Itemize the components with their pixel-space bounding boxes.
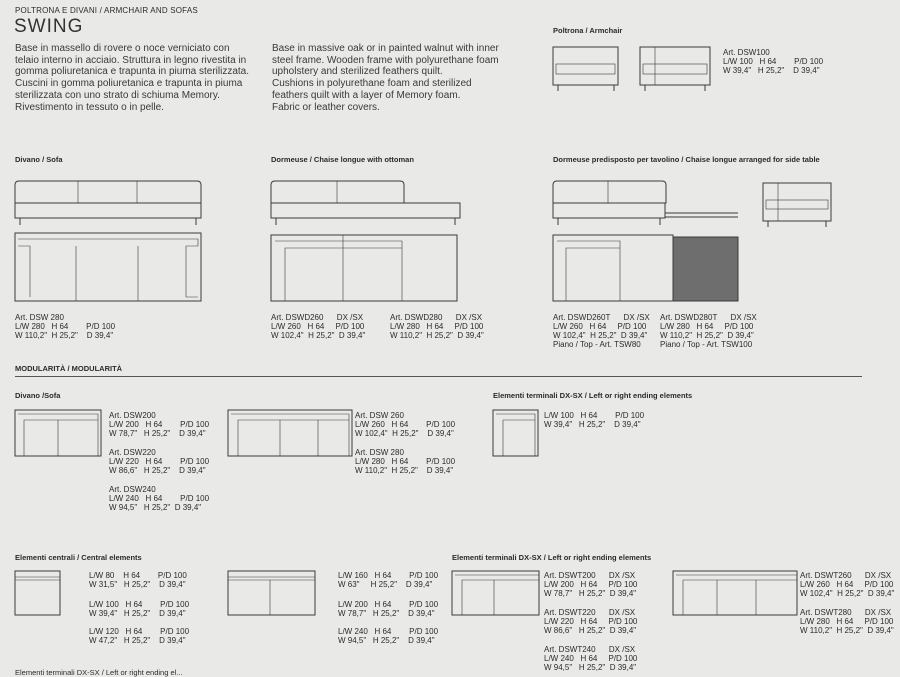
ending-element-t260-drawing	[673, 571, 797, 615]
ending-spec-t280: Art. DSWT280 DX /SX L/W 280 H 64 P/D 100 W 110,2" H 25,2" D 39,4"	[800, 608, 894, 635]
central-spec-120: L/W 120 H 64 P/D 100 W 47,2" H 25,2" D 39,4"	[89, 627, 190, 645]
central-element-small-drawing	[15, 571, 60, 615]
ending-sx-heading: Elementi terminali DX-SX / Left or right ending elements	[452, 553, 652, 562]
central-spec-80: L/W 80 H 64 P/D 100 W 31,5" H 25,2" D 39,4"	[89, 571, 187, 589]
ending-spec-t200: Art. DSWT200 DX /SX L/W 200 H 64 P/D 100 W 78,7" H 25,2" D 39,4"	[544, 571, 638, 598]
dormeuse-front-drawing	[271, 181, 460, 225]
dormeuse-table-plan-drawing	[553, 235, 738, 301]
dormeuse-spec-260: Art. DSWD260 DX /SX L/W 260 H 64 P/D 100 W 102,4" H 25,2" D 39,4"	[271, 313, 366, 340]
dormeuse-heading: Dormeuse / Chaise longue with ottoman	[271, 155, 414, 164]
central-spec-160: L/W 160 H 64 P/D 100 W 63" H 25,2" D 39,4"	[338, 571, 439, 589]
ending-element-t200-drawing	[452, 571, 539, 615]
sofa-heading: Divano / Sofa	[15, 155, 63, 164]
modular-sofa-heading: Divano /Sofa	[15, 391, 61, 400]
modular-spec-240: Art. DSW240 L/W 240 H 64 P/D 100 W 94,5" H 25,2" D 39,4"	[109, 485, 210, 512]
description-italian: Base in massello di rovere o noce verniciato con telaio interno in acciaio. Struttura in legno rivestita in gomma poliuretanica e trapunta in piuma sterilizzata. Cuscini in gomma poliuretanica e trapunta in piuma sterilizzata con uno strato di schiuma Memory. Rivestimento in tessuto o in pelle.	[15, 43, 250, 113]
armchair-spec: Art. DSW100 L/W 100 H 64 P/D 100 W 39,4" H 25,2" D 39,4"	[723, 48, 824, 75]
central-element-large-drawing	[228, 571, 315, 615]
central-elements-heading: Elementi centrali / Central elements	[15, 553, 142, 562]
description-english: Base in massive oak or in painted walnut with inner steel frame. Wooden frame with polyurethane foam upholstery and sterilized feathers quilt. Cushions in polyurethane foam and sterilized feathers quilt with a layer of Memory foam. Fabric or leather covers.	[272, 43, 499, 113]
modular-spec-260: Art. DSW 260 L/W 260 H 64 P/D 100 W 102,4" H 25,2" D 39,4"	[355, 411, 456, 438]
central-spec-240: L/W 240 H 64 P/D 100 W 94,5" H 25,2" D 39,4"	[338, 627, 439, 645]
ending-spec-t220: Art. DSWT220 DX /SX L/W 220 H 64 P/D 100 W 86,6" H 25,2" D 39,4"	[544, 608, 638, 635]
ending-element-drawing	[493, 410, 538, 456]
dormeuse-table-spec-260: Art. DSWD260T DX /SX L/W 260 H 64 P/D 100 W 102,4" H 25,2" D 39,4" Piano / Top - Art. TSW80	[553, 313, 650, 349]
ending-spec-t240: Art. DSWT240 DX /SX L/W 240 H 64 P/D 100 W 94,5" H 25,2" D 39,4"	[544, 645, 638, 672]
central-spec-200: L/W 200 H 64 P/D 100 W 78,7" H 25,2" D 39,4"	[338, 600, 439, 618]
sofa-plan-drawing	[15, 233, 201, 301]
modular-sofa-2-seat-drawing	[15, 410, 101, 456]
modular-spec-280: Art. DSW 280 L/W 280 H 64 P/D 100 W 110,2" H 25,2" D 39,4"	[355, 448, 456, 475]
dormeuse-table-front-drawing	[553, 181, 738, 225]
dormeuse-spec-280: Art. DSWD280 DX /SX L/W 280 H 64 P/D 100 W 110,2" H 25,2" D 39,4"	[390, 313, 484, 340]
product-title: SWING	[14, 16, 84, 37]
ending-spec-t260: Art. DSWT260 DX /SX L/W 260 H 64 P/D 100 W 102,4" H 25,2" D 39,4"	[800, 571, 895, 598]
dormeuse-table-heading: Dormeuse predisposto per tavolino / Chaise longue arranged for side table	[553, 155, 820, 164]
dormeuse-table-spec-280: Art. DSWD280T DX /SX L/W 280 H 64 P/D 100 W 110,2" H 25,2" D 39,4" Piano / Top - Art. TSW100	[660, 313, 757, 349]
armchair-heading: Poltrona / Armchair	[553, 26, 623, 35]
modularity-heading: MODULARITÀ / MODULARITÀ	[15, 364, 123, 373]
ending-element-spec: L/W 100 H 64 P/D 100 W 39,4" H 25,2" D 39,4"	[544, 411, 645, 429]
footer-partial-heading: Elementi terminali DX-SX / Left or right ending el...	[15, 668, 183, 677]
category-label: POLTRONA E DIVANI / ARMCHAIR AND SOFAS	[15, 6, 198, 15]
central-spec-100: L/W 100 H 64 P/D 100 W 39,4" H 25,2" D 39,4"	[89, 600, 190, 618]
dormeuse-plan-drawing	[271, 235, 457, 301]
armchair-side-drawing	[640, 47, 710, 91]
ending-elements-heading: Elementi terminali DX-SX / Left or right ending elements	[493, 391, 693, 400]
side-element-front-drawing	[763, 183, 831, 227]
modular-sofa-3-seat-drawing	[228, 410, 352, 456]
modular-spec-200: Art. DSW200 L/W 200 H 64 P/D 100 W 78,7" H 25,2" D 39,4"	[109, 411, 210, 438]
modular-spec-220: Art. DSW220 L/W 220 H 64 P/D 100 W 86,6" H 25,2" D 39,4"	[109, 448, 210, 475]
armchair-front-drawing	[553, 47, 618, 91]
sofa-spec: Art. DSW 280 L/W 280 H 64 P/D 100 W 110,2" H 25,2" D 39,4"	[15, 313, 116, 340]
sofa-front-drawing	[15, 181, 201, 225]
